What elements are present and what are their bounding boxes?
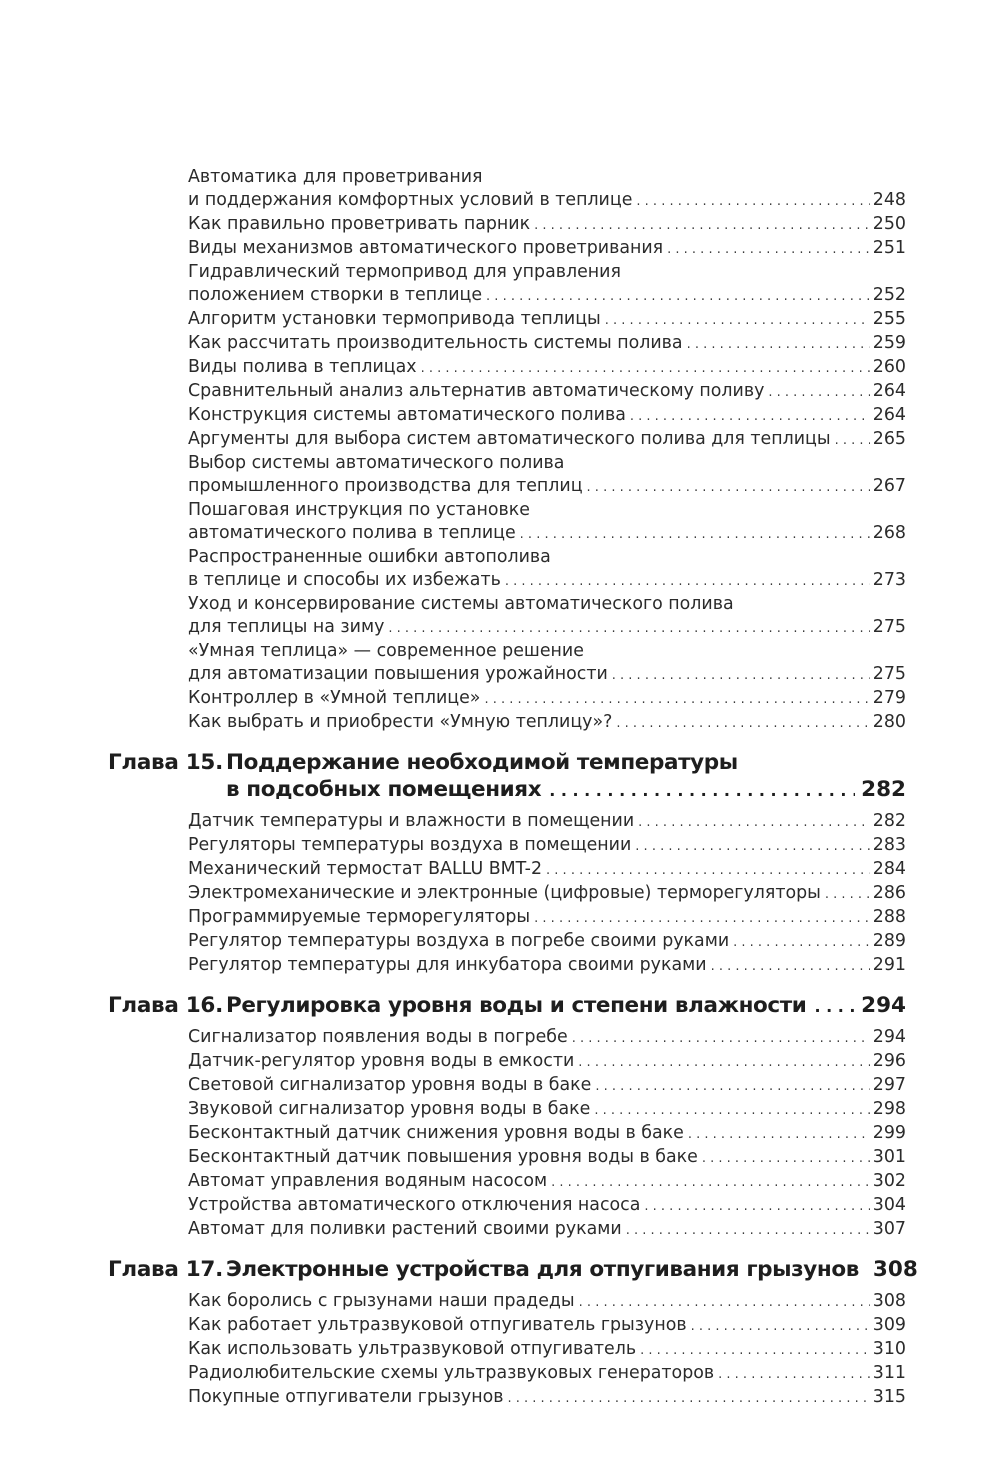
toc-entry-title: Аргументы для выбора систем автоматического полива для теплицы [188,429,831,449]
toc-entry-row [188,1170,906,1194]
page-number: 252 [872,285,906,305]
chapter-title: Электронные устройства для отпугивания грызунов [226,1257,859,1282]
chapter-heading [108,992,906,1020]
toc-entry-row [188,475,906,499]
chapter-heading-first-line [108,749,906,776]
dot-leader [814,993,855,1020]
toc-entry-title: Программируемые терморегуляторы [188,907,531,927]
chapter-title: Регулировка уровня воды и степени влажности [226,993,807,1018]
dot-leader [595,1075,870,1098]
dot-leader [388,617,870,640]
dot-leader [616,712,870,735]
table-of-contents [0,166,1000,1410]
toc-entry-title-line: Выбор системы автоматического полива [188,453,565,473]
toc-entry-row [188,954,906,978]
toc-entry-row [188,711,906,735]
toc-entry [188,428,906,452]
dot-leader [421,357,870,380]
chapter-heading-last-line [108,776,906,804]
dot-leader [825,883,870,906]
page-number: 283 [872,835,906,855]
toc-entry [188,640,906,687]
page-number: 307 [872,1219,906,1239]
chapter-label: Глава 15. [108,750,223,775]
dot-leader [768,381,870,404]
toc-entry-title: Как рассчитать производительность системы полива [188,333,683,353]
page-number: 265 [872,429,906,449]
toc-entry-title: Как выбрать и приобрести «Умную теплицу»? [188,712,613,732]
page-number: 248 [872,190,906,210]
toc-entry-title: Как боролись с грызунами наши прадеды [188,1291,575,1311]
page-number: 260 [872,357,906,377]
toc-entry [188,954,906,978]
toc-entry-title-line: Уход и консервирование системы автоматического полива [188,594,734,614]
toc-entry-row [188,1218,906,1242]
toc-entry-title: Контроллер в «Умной теплице» [188,688,481,708]
toc-entry [188,1194,906,1218]
page-number: 264 [872,381,906,401]
dot-leader [644,1195,870,1218]
toc-entry-title: Алгоритм установки термопривода теплицы [188,309,601,329]
toc-entry [188,166,906,213]
toc-entry-title: Регуляторы температуры воздуха в помещении [188,835,632,855]
toc-entry [188,1026,906,1050]
toc-entry-title: Виды механизмов автоматического проветривания [188,238,664,258]
toc-entry [188,1314,906,1338]
toc-entry-row [188,404,906,428]
toc-entry-row [188,569,906,593]
toc-entry [188,687,906,711]
toc-entry [188,1050,906,1074]
toc-entry-title: для теплицы на зиму [188,617,385,637]
dot-leader [534,214,870,237]
page-number: 294 [872,1027,906,1047]
toc-entry-title: для автоматизации повышения урожайности [188,664,608,684]
dot-leader [484,688,870,711]
page-number: 298 [872,1099,906,1119]
toc-entry-title-line: Автоматика для проветривания [188,167,483,187]
toc-entry-row [188,380,906,404]
toc-entry [188,452,906,499]
toc-entry-row [188,1194,906,1218]
page-number: 297 [872,1075,906,1095]
toc-entry [188,930,906,954]
toc-entry-row [188,1386,906,1410]
toc-entry-row [188,189,906,213]
page-number: 288 [872,907,906,927]
page-number: 251 [872,238,906,258]
page-number: 304 [872,1195,906,1215]
page-number: 301 [872,1147,906,1167]
toc-entry-title: Регулятор температуры для инкубатора своими руками [188,955,707,975]
toc-entry-row [188,906,906,930]
toc-entry-row [188,213,906,237]
dot-leader [605,309,870,332]
toc-entry-title: Датчик-регулятор уровня воды в емкости [188,1051,575,1071]
toc-entry [188,906,906,930]
page-number: 311 [872,1363,906,1383]
toc-entry-row [188,284,906,308]
toc-entry [188,1122,906,1146]
toc-entry-row [188,663,906,687]
toc-entry-title: Электромеханические и электронные (цифровые) терморегуляторы [188,883,821,903]
page-number: 275 [872,664,906,684]
dot-leader [635,835,870,858]
dot-leader [579,1291,870,1314]
dot-leader [549,777,855,804]
dot-leader [636,190,870,213]
dot-leader [534,907,870,930]
toc-entry-title: Виды полива в теплицах [188,357,417,377]
toc-entry-row [188,237,906,261]
toc-entry-title: Как правильно проветривать парник [188,214,531,234]
chapter-heading-line [108,992,906,1020]
toc-entry-row [188,882,906,906]
dot-leader [587,476,870,499]
page-number: 286 [872,883,906,903]
chapter-page-number: 294 [861,993,906,1018]
page-number: 296 [872,1051,906,1071]
toc-entry-title: промышленного производства для теплиц [188,476,583,496]
toc-entry-title: в теплице и способы их избежать [188,570,501,590]
toc-entry [188,1338,906,1362]
toc-entry [188,858,906,882]
toc-entry-row [188,428,906,452]
chapter-heading-line [108,1256,918,1284]
toc-entry-title: Автомат для поливки растений своими руками [188,1219,622,1239]
dot-leader [507,1387,870,1410]
toc-entry-title: Бесконтактный датчик снижения уровня воды в баке [188,1123,684,1143]
page-number: 255 [872,309,906,329]
page-number: 309 [872,1315,906,1335]
chapter-heading [108,1256,918,1284]
toc-entry-row [188,332,906,356]
toc-entry [188,546,906,593]
dot-leader [612,664,870,687]
page-number: 289 [872,931,906,951]
toc-entry [188,1098,906,1122]
dot-leader [688,1123,870,1146]
page-number: 291 [872,955,906,975]
toc-entry [188,810,906,834]
dot-leader [505,570,870,593]
toc-entry-title: Сигнализатор появления воды в погребе [188,1027,568,1047]
chapter-heading [108,749,906,804]
dot-leader [630,405,870,428]
toc-entry-row [188,1290,906,1314]
toc-entry [188,1218,906,1242]
dot-leader [520,523,870,546]
dot-leader [640,1339,870,1362]
page-number: 302 [872,1171,906,1191]
dot-leader [711,955,870,978]
dot-leader [638,811,870,834]
toc-entry-title: Механический термостат BALLU BMT-2 [188,859,543,879]
toc-entry [188,834,906,858]
toc-entry-row [188,687,906,711]
toc-entry-title: Как использовать ультразвуковой отпугиватель [188,1339,637,1359]
toc-entry-title: Световой сигнализатор уровня воды в баке [188,1075,592,1095]
page-number: 308 [872,1291,906,1311]
toc-entry-row [188,1050,906,1074]
toc-entry-title: Автомат управления водяным насосом [188,1171,548,1191]
page-number: 310 [872,1339,906,1359]
toc-entry [188,1074,906,1098]
page-number: 264 [872,405,906,425]
chapter-title-line: в подсобных помещениях [226,777,542,802]
toc-entry-title-line: «Умная теплица» — современное решение [188,641,584,661]
dot-leader [687,333,870,356]
chapter-title-line: Поддержание необходимой температуры [226,750,738,775]
page-number: 273 [872,570,906,590]
chapter-page-number: 308 [872,1257,918,1282]
dot-leader [718,1363,870,1386]
dot-leader [551,1171,870,1194]
toc-entry-title: Бесконтактный датчик повышения уровня воды в баке [188,1147,698,1167]
toc-entry-title: автоматического полива в теплице [188,523,516,543]
toc-entry [188,1362,906,1386]
page-number: 282 [872,811,906,831]
toc-entry-title-line: Пошаговая инструкция по установке [188,500,530,520]
toc-entry-title: Регулятор температуры воздуха в погребе своими руками [188,931,730,951]
page-number: 315 [872,1387,906,1407]
toc-entry-title-line: Гидравлический термопривод для управления [188,262,621,282]
toc-entry [188,499,906,546]
toc-entry-title: и поддержания комфортных условий в теплице [188,190,633,210]
page-number: 268 [872,523,906,543]
toc-entry-title: Устройства автоматического отключения насоса [188,1195,641,1215]
toc-entry [188,593,906,640]
toc-entry-row [188,1074,906,1098]
chapter-label: Глава 17. [108,1257,223,1282]
toc-entry [188,380,906,404]
toc-entry-row [188,810,906,834]
dot-leader [572,1027,870,1050]
toc-entry-title: Датчик температуры и влажности в помещении [188,811,635,831]
dot-leader [486,285,870,308]
toc-entry [188,711,906,735]
dot-leader [835,429,870,452]
toc-entry-title: Сравнительный анализ альтернатив автоматическому поливу [188,381,765,401]
page-number: 280 [872,712,906,732]
toc-entry-title-line: Распространенные ошибки автополива [188,547,551,567]
toc-entry [188,356,906,380]
toc-entry-title: Радиолюбительские схемы ультразвуковых генераторов [188,1363,715,1383]
page-number: 259 [872,333,906,353]
toc-entry [188,1146,906,1170]
toc-entry [188,1290,906,1314]
toc-entry-row [188,930,906,954]
toc-entry [188,1386,906,1410]
toc-entry-row [188,308,906,332]
toc-entry-title: Звуковой сигнализатор уровня воды в баке [188,1099,591,1119]
toc-entry-title: положением створки в теплице [188,285,483,305]
toc-entry [188,261,906,308]
chapter-page-number: 282 [861,777,906,802]
dot-leader [733,931,870,954]
toc-entry [188,404,906,428]
toc-entry-row [188,1146,906,1170]
dot-leader [594,1099,870,1122]
toc-entry [188,1170,906,1194]
page-number: 299 [872,1123,906,1143]
page-number: 284 [872,859,906,879]
toc-entry-row [188,616,906,640]
toc-entry-title: Покупные отпугиватели грызунов [188,1387,504,1407]
toc-entry [188,308,906,332]
toc-entry-title: Конструкция системы автоматического полива [188,405,626,425]
toc-entry-row [188,834,906,858]
chapter-label: Глава 16. [108,993,223,1018]
dot-leader [667,238,870,261]
page-number: 275 [872,617,906,637]
dot-leader [578,1051,870,1074]
toc-entry-row [188,522,906,546]
toc-entry-row [188,1338,906,1362]
dot-leader [691,1315,870,1338]
toc-entry [188,882,906,906]
toc-entry-title: Как работает ультразвуковой отпугиватель грызунов [188,1315,687,1335]
page-number: 250 [872,214,906,234]
toc-entry [188,332,906,356]
toc-entry-row [188,356,906,380]
toc-entry-row [188,1122,906,1146]
dot-leader [626,1219,870,1242]
toc-entry-row [188,1314,906,1338]
dot-leader [702,1147,870,1170]
toc-entry-row [188,1362,906,1386]
page-number: 267 [872,476,906,496]
page-number: 279 [872,688,906,708]
toc-entry [188,237,906,261]
toc-entry [188,213,906,237]
toc-entry-row [188,1026,906,1050]
toc-entry-row [188,1098,906,1122]
toc-entry-row [188,858,906,882]
dot-leader [546,859,870,882]
